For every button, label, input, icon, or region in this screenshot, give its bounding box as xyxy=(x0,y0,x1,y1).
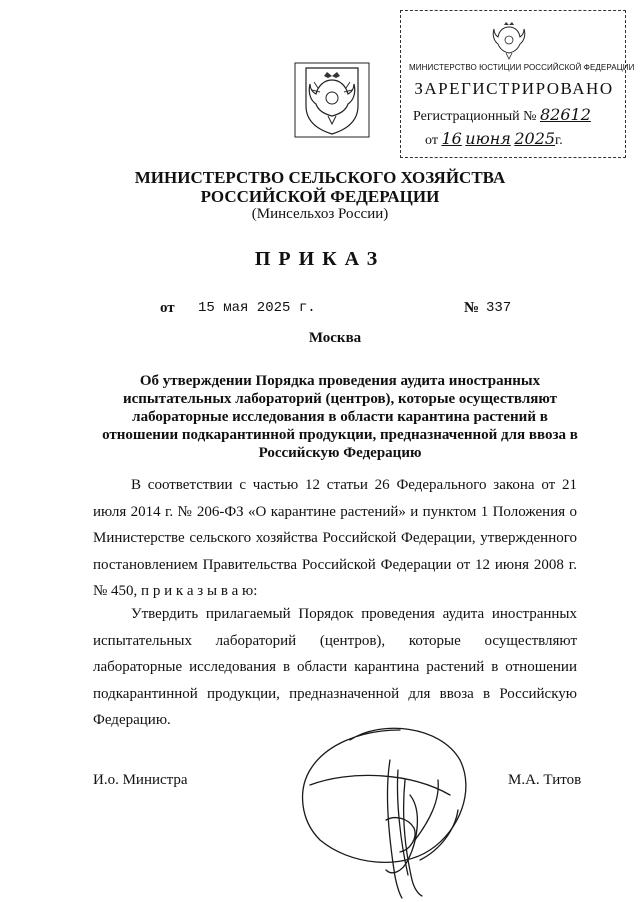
subject-line-5: Российскую Федерацию xyxy=(258,445,422,461)
body-paragraph-2: Утвердить прилагаемый Порядок проведения аудита иностранных испытательных лабораторий (центров), которые осуществляют лабораторные исследования в области карантина растений в отношении подкарантинной продукции, предназначенной для ввоза в Российскую Федерацию. xyxy=(93,606,577,728)
body-paragraph-1: В соответствии с частью 12 статьи 26 Федерального закона от 21 июля 2014 г. № 206-ФЗ «О карантине растений» и пунктом 1 Положения о Министерстве сельского хозяйства Российской Федерации, утвержденного постановлением Правительства Российской Федерации от 12 июня 2008 г. № 450, п р и к а з ы в а ю: xyxy=(93,477,577,599)
stamp-reg-number: 82612 xyxy=(540,105,591,124)
order-number-label: № xyxy=(464,300,480,316)
signer-name: М.А. Титов xyxy=(508,772,582,788)
stamp-date xyxy=(425,129,625,149)
stamp-registered-label: ЗАРЕГИСТРИРОВАНО xyxy=(414,79,614,98)
registration-stamp xyxy=(400,10,635,158)
subject-line-1: Об утверждении Порядка проведения аудита иностранных xyxy=(139,373,541,389)
ministry-line-1: МИНИСТЕРСТВО СЕЛЬСКОГО ХОЗЯЙСТВА xyxy=(134,168,506,187)
stamp-date-prefix: от xyxy=(425,133,438,148)
order-number: 337 xyxy=(486,300,512,316)
subject-line-4: отношении подкарантинной продукции, предназначенной для ввоза в xyxy=(102,427,578,443)
stamp-registration-number xyxy=(413,105,623,125)
stamp-date-suffix: г. xyxy=(555,133,563,148)
order-date-label: от xyxy=(160,300,175,316)
ministry-short-name: (Минсельхоз России) xyxy=(251,206,389,222)
ministry-line-2: РОССИЙСКОЙ ФЕДЕРАЦИИ xyxy=(200,187,440,206)
subject-line-2: испытательных лабораторий (центров), которые осуществляют xyxy=(122,391,557,407)
ministry-name xyxy=(100,168,540,206)
coat-of-arms-icon xyxy=(294,62,370,138)
stamp-coat-of-arms-icon xyxy=(487,19,531,63)
stamp-date-day: 16 xyxy=(441,129,462,148)
signer-title: И.о. Министра xyxy=(93,772,188,788)
stamp-date-month: июня xyxy=(465,129,511,148)
city: Москва xyxy=(308,330,362,346)
order-subject xyxy=(90,372,590,462)
stamp-reg-label: Регистрационный № xyxy=(413,109,537,124)
order-date: 15 мая 2025 г. xyxy=(198,300,316,316)
handwritten-signature xyxy=(290,700,480,900)
subject-line-3: лабораторные исследования в области карантина растений в xyxy=(132,409,548,425)
document-title: ПРИКАЗ xyxy=(254,248,386,270)
stamp-ministry: МИНИСТЕРСТВО ЮСТИЦИИ РОССИЙСКОЙ ФЕДЕРАЦИИ xyxy=(409,63,635,72)
stamp-date-year: 2025 xyxy=(514,129,556,148)
